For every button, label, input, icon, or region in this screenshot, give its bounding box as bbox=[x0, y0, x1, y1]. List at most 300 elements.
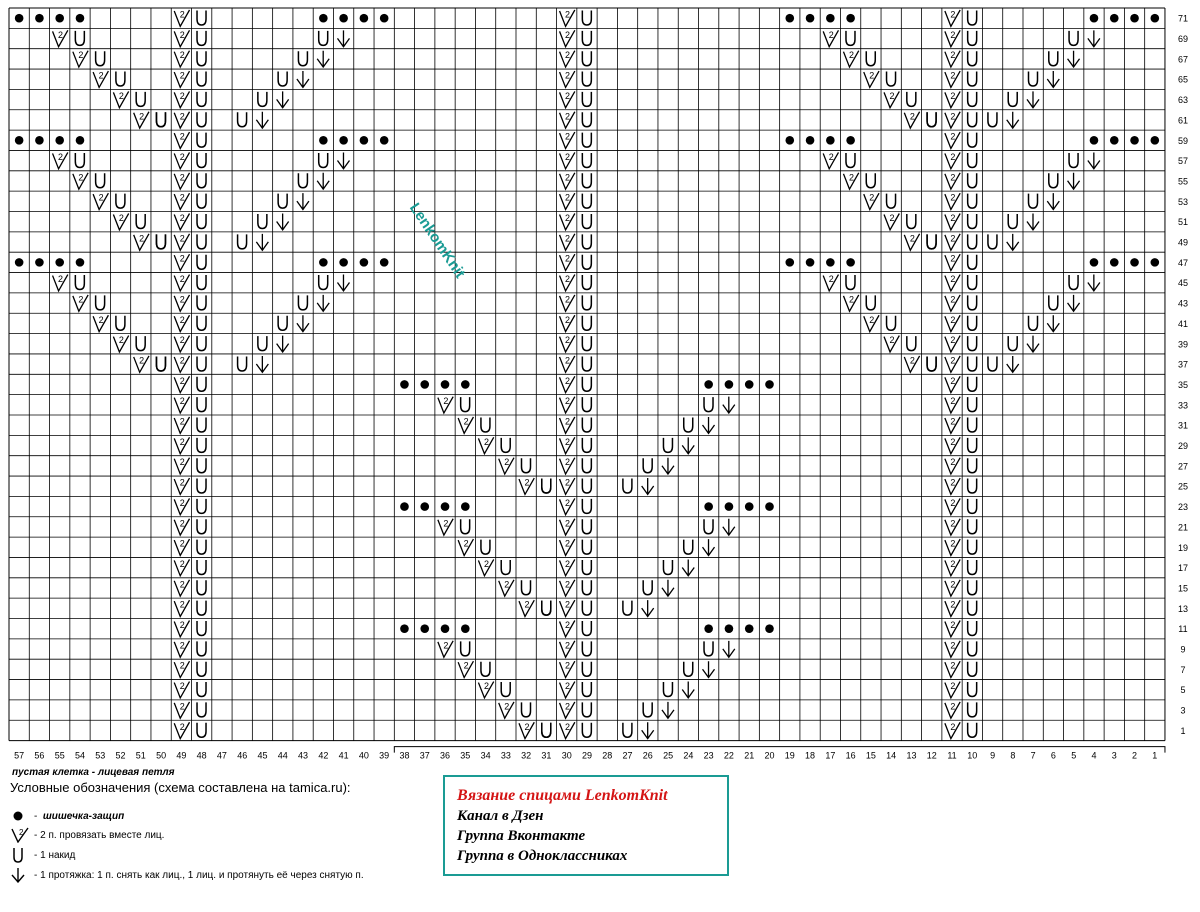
yarn-over-mark bbox=[968, 194, 977, 209]
row-label: 49 bbox=[1177, 237, 1188, 248]
svg-text:2: 2 bbox=[950, 192, 956, 203]
yarn-over-mark bbox=[298, 295, 307, 310]
k2tog-mark bbox=[560, 559, 575, 576]
svg-text:2: 2 bbox=[950, 416, 956, 427]
svg-text:2: 2 bbox=[565, 233, 571, 244]
bobble-mark bbox=[745, 380, 754, 389]
yarn-over-mark bbox=[197, 702, 206, 717]
k2tog-mark bbox=[945, 701, 960, 718]
col-label: 55 bbox=[54, 750, 65, 761]
svg-text:2: 2 bbox=[179, 253, 185, 264]
yarn-over-mark bbox=[238, 112, 247, 127]
svg-text:2: 2 bbox=[950, 457, 956, 468]
k2tog-mark bbox=[560, 315, 575, 332]
row-label: 5 bbox=[1180, 685, 1186, 696]
k2tog-mark bbox=[560, 396, 575, 413]
yarn-over-mark bbox=[197, 641, 206, 656]
svg-text:2: 2 bbox=[565, 396, 571, 407]
k2tog-mark bbox=[174, 71, 189, 88]
yarn-over-mark bbox=[197, 560, 206, 575]
k2tog-mark bbox=[843, 294, 858, 311]
yarn-over-mark bbox=[968, 234, 977, 249]
k2tog-mark bbox=[945, 417, 960, 434]
yarn-over-mark bbox=[542, 479, 551, 494]
k2tog-mark bbox=[560, 132, 575, 149]
bobble-mark bbox=[1110, 258, 1119, 267]
yarn-over-mark bbox=[197, 356, 206, 371]
k2tog-mark bbox=[560, 294, 575, 311]
ssk-mark bbox=[662, 702, 674, 718]
k2tog-mark bbox=[823, 152, 838, 169]
col-label: 35 bbox=[460, 750, 471, 761]
yarn-over-mark bbox=[988, 112, 997, 127]
svg-text:2: 2 bbox=[139, 233, 145, 244]
svg-text:2: 2 bbox=[565, 90, 571, 101]
svg-text:2: 2 bbox=[565, 497, 571, 508]
col-label: 57 bbox=[14, 750, 25, 761]
yarn-over-mark bbox=[136, 214, 145, 229]
bobble-mark bbox=[461, 380, 470, 389]
yarn-over-mark bbox=[968, 275, 977, 290]
yarn-over-mark bbox=[75, 31, 84, 45]
yarn-over-mark bbox=[582, 397, 591, 412]
yarn-over-mark bbox=[968, 479, 977, 494]
col-label: 46 bbox=[237, 750, 248, 761]
bobble-mark bbox=[1110, 14, 1119, 23]
ssk-mark bbox=[1047, 193, 1059, 209]
svg-text:2: 2 bbox=[950, 253, 956, 264]
yarn-over-mark bbox=[968, 601, 977, 616]
ssk-mark bbox=[277, 336, 289, 352]
row-label: 35 bbox=[1177, 379, 1188, 390]
bobble-mark bbox=[420, 502, 429, 511]
svg-text:2: 2 bbox=[565, 70, 571, 81]
svg-text:2: 2 bbox=[565, 151, 571, 162]
bobble-mark bbox=[76, 136, 85, 145]
svg-text:2: 2 bbox=[869, 314, 875, 325]
svg-text:2: 2 bbox=[58, 151, 64, 162]
yarn-over-mark bbox=[582, 540, 591, 555]
svg-text:2: 2 bbox=[869, 192, 875, 203]
svg-text:2: 2 bbox=[179, 396, 185, 407]
yarn-over-mark bbox=[968, 662, 977, 677]
yarn-over-mark bbox=[968, 92, 977, 107]
yarn-over-mark bbox=[197, 194, 206, 209]
svg-text:2: 2 bbox=[565, 274, 571, 285]
yarn-over-mark bbox=[522, 580, 531, 595]
svg-text:2: 2 bbox=[950, 294, 956, 305]
row-label: 67 bbox=[1177, 54, 1188, 65]
svg-text:2: 2 bbox=[179, 131, 185, 142]
svg-text:2: 2 bbox=[139, 355, 145, 366]
col-label: 7 bbox=[1030, 750, 1036, 761]
yarn-over-mark bbox=[75, 153, 84, 168]
k2tog-mark bbox=[904, 355, 919, 372]
svg-text:2: 2 bbox=[950, 436, 956, 447]
yarn-over-mark bbox=[238, 356, 247, 371]
row-label: 15 bbox=[1177, 583, 1188, 594]
svg-text:2: 2 bbox=[179, 375, 185, 386]
k2tog-mark bbox=[884, 91, 899, 108]
k2tog-mark bbox=[174, 335, 189, 352]
bobble-mark bbox=[1110, 136, 1119, 145]
ssk-mark bbox=[662, 580, 674, 596]
k2tog-mark bbox=[945, 294, 960, 311]
yarn-over-mark bbox=[663, 438, 672, 453]
svg-text:2: 2 bbox=[179, 213, 185, 223]
k2tog-mark bbox=[945, 71, 960, 88]
yarn-over-mark bbox=[501, 560, 510, 575]
svg-text:2: 2 bbox=[565, 50, 571, 61]
col-label: 48 bbox=[196, 750, 207, 761]
col-label: 53 bbox=[95, 750, 106, 761]
k2tog-mark bbox=[945, 111, 960, 128]
svg-text:2: 2 bbox=[443, 396, 449, 407]
yarn-over-mark bbox=[968, 540, 977, 555]
ssk-mark bbox=[703, 539, 715, 555]
svg-text:2: 2 bbox=[524, 721, 530, 732]
info-ok[interactable]: Группа в Одноклассниках bbox=[457, 848, 628, 864]
bobble-mark bbox=[319, 258, 328, 267]
svg-text:2: 2 bbox=[950, 477, 956, 488]
ssk-mark bbox=[642, 478, 654, 494]
ssk-mark bbox=[1088, 152, 1100, 168]
ssk-mark bbox=[297, 315, 309, 331]
yarn-over-mark bbox=[197, 601, 206, 616]
yarn-over-mark bbox=[278, 72, 287, 87]
svg-text:2: 2 bbox=[179, 518, 185, 529]
bobble-mark bbox=[15, 258, 24, 267]
yarn-over-mark bbox=[116, 194, 125, 209]
bobble-mark bbox=[806, 136, 815, 145]
svg-text:2: 2 bbox=[179, 9, 185, 20]
bobble-mark bbox=[785, 14, 794, 23]
yarn-over-mark bbox=[968, 458, 977, 473]
yarn-over-mark bbox=[156, 234, 165, 249]
yarn-over-mark bbox=[643, 458, 652, 473]
svg-text:2: 2 bbox=[565, 538, 571, 549]
k2tog-mark bbox=[560, 498, 575, 515]
bobble-mark bbox=[745, 624, 754, 633]
yarn-over-mark bbox=[968, 214, 977, 229]
yarn-over-mark bbox=[582, 133, 591, 148]
yarn-over-mark bbox=[197, 397, 206, 412]
bobble-mark bbox=[1151, 14, 1160, 23]
k2tog-mark bbox=[174, 132, 189, 149]
bobble-mark bbox=[846, 14, 855, 23]
bobble-mark bbox=[725, 624, 734, 633]
yarn-over-mark bbox=[866, 51, 875, 65]
k2tog-mark bbox=[945, 498, 960, 515]
k2tog-mark bbox=[560, 91, 575, 108]
bobble-mark bbox=[1130, 14, 1139, 23]
svg-text:2: 2 bbox=[565, 416, 571, 427]
yarn-over-mark bbox=[197, 133, 206, 148]
yarn-over-mark bbox=[968, 621, 977, 636]
yarn-over-mark bbox=[197, 153, 206, 168]
svg-text:2: 2 bbox=[179, 436, 185, 447]
yarn-over-mark bbox=[278, 194, 287, 209]
yarn-over-mark bbox=[481, 418, 490, 433]
k2tog-mark bbox=[945, 132, 960, 149]
bobble-mark bbox=[846, 258, 855, 267]
yarn-over-mark bbox=[582, 92, 591, 107]
svg-text:2: 2 bbox=[565, 701, 571, 712]
bobble-mark bbox=[704, 380, 713, 389]
bobble-mark bbox=[765, 502, 774, 511]
yarn-over-mark bbox=[197, 682, 206, 697]
k2tog-mark bbox=[174, 254, 189, 271]
svg-text:2: 2 bbox=[179, 233, 185, 244]
yarn-over-mark bbox=[197, 499, 206, 514]
bobble-mark bbox=[380, 14, 389, 23]
ssk-mark bbox=[256, 234, 268, 250]
yarn-over-mark bbox=[319, 31, 328, 45]
col-label: 2 bbox=[1132, 750, 1138, 761]
svg-text:2: 2 bbox=[504, 457, 510, 468]
k2tog-mark bbox=[174, 661, 189, 678]
ssk-mark bbox=[723, 641, 735, 657]
k2tog-mark bbox=[174, 111, 189, 128]
svg-text:2: 2 bbox=[179, 172, 185, 183]
svg-text:2: 2 bbox=[889, 335, 895, 346]
k2tog-mark bbox=[945, 213, 960, 230]
row-label: 9 bbox=[1180, 644, 1186, 655]
k2tog-mark bbox=[560, 417, 575, 434]
k2tog-mark bbox=[519, 478, 534, 495]
k2tog-mark bbox=[53, 30, 68, 47]
svg-text:2: 2 bbox=[950, 640, 956, 651]
svg-text:2: 2 bbox=[565, 660, 571, 671]
col-label: 11 bbox=[947, 750, 957, 761]
yarn-over-mark bbox=[907, 336, 916, 351]
bobble-mark bbox=[1130, 136, 1139, 145]
k2tog-mark bbox=[53, 152, 68, 169]
k2tog-mark bbox=[174, 10, 189, 27]
svg-text:2: 2 bbox=[950, 50, 956, 61]
k2tog-mark bbox=[945, 681, 960, 698]
k2tog-mark bbox=[945, 172, 960, 189]
yarn-over-mark bbox=[278, 316, 287, 331]
svg-text:2: 2 bbox=[504, 701, 510, 712]
yarn-over-mark bbox=[968, 133, 977, 148]
yarn-over-mark bbox=[96, 173, 105, 188]
yarn-over-mark bbox=[968, 723, 977, 738]
col-label: 51 bbox=[135, 750, 146, 761]
k2tog-mark bbox=[458, 417, 473, 434]
yarn-over-mark bbox=[582, 153, 591, 168]
yarn-over-mark bbox=[461, 519, 470, 534]
ssk-mark bbox=[317, 295, 329, 311]
yarn-over-mark bbox=[623, 723, 632, 738]
bobble-mark bbox=[15, 14, 24, 23]
ssk-mark bbox=[682, 559, 694, 575]
svg-text:2: 2 bbox=[565, 620, 571, 630]
yarn-over-mark bbox=[1008, 92, 1017, 107]
svg-text:2: 2 bbox=[565, 681, 571, 692]
k2tog-mark bbox=[113, 91, 128, 108]
row-label: 19 bbox=[1177, 542, 1188, 553]
col-label: 38 bbox=[399, 750, 410, 761]
col-label: 23 bbox=[703, 750, 714, 761]
svg-text:2: 2 bbox=[179, 70, 185, 81]
k2tog-mark bbox=[884, 335, 899, 352]
col-label: 26 bbox=[642, 750, 653, 761]
k2tog-mark bbox=[560, 701, 575, 718]
yarn-over-mark bbox=[197, 214, 206, 229]
k2tog-mark bbox=[174, 722, 189, 739]
bobble-mark bbox=[15, 136, 24, 145]
yarn-over-mark bbox=[582, 31, 591, 45]
ssk-mark bbox=[1047, 71, 1059, 87]
svg-text:2: 2 bbox=[950, 90, 956, 101]
yarn-over-mark bbox=[684, 418, 693, 433]
yarn-over-mark bbox=[582, 641, 591, 656]
info-title[interactable]: Вязание спицами LenkomKnit bbox=[457, 787, 668, 804]
k2tog-mark bbox=[174, 355, 189, 372]
yarn-over-mark bbox=[866, 173, 875, 188]
k2tog-mark bbox=[904, 233, 919, 250]
col-label: 54 bbox=[74, 750, 85, 761]
k2tog-mark bbox=[945, 152, 960, 169]
k2tog-mark bbox=[945, 640, 960, 657]
bobble-mark bbox=[1151, 136, 1160, 145]
k2tog-mark bbox=[945, 274, 960, 291]
yarn-over-mark bbox=[582, 458, 591, 473]
ssk-mark bbox=[642, 600, 654, 616]
bobble-mark bbox=[785, 136, 794, 145]
svg-text:2: 2 bbox=[565, 355, 571, 366]
row-label: 25 bbox=[1177, 481, 1188, 492]
yarn-over-mark bbox=[156, 112, 165, 127]
k2tog-mark bbox=[945, 518, 960, 535]
bobble-mark bbox=[76, 14, 85, 23]
row-label: 39 bbox=[1177, 339, 1188, 350]
col-label: 8 bbox=[1010, 750, 1016, 761]
k2tog-mark bbox=[499, 579, 514, 596]
bobble-mark bbox=[55, 14, 64, 23]
k2tog-mark bbox=[560, 355, 575, 372]
k2tog-mark bbox=[560, 620, 575, 637]
svg-text:2: 2 bbox=[179, 274, 185, 285]
yarn-over-mark bbox=[197, 336, 206, 351]
bobble-mark bbox=[1090, 258, 1099, 267]
col-label: 52 bbox=[115, 750, 126, 761]
k2tog-mark bbox=[560, 437, 575, 454]
svg-text:2: 2 bbox=[565, 518, 571, 529]
svg-text:2: 2 bbox=[950, 233, 956, 244]
yarn-over-mark bbox=[623, 479, 632, 494]
svg-text:2: 2 bbox=[565, 294, 571, 305]
yarn-over-mark bbox=[197, 234, 206, 249]
k2tog-mark bbox=[73, 294, 88, 311]
yarn-over-mark bbox=[582, 519, 591, 534]
ssk-mark bbox=[256, 356, 268, 372]
svg-text:2: 2 bbox=[909, 233, 915, 244]
svg-text:2: 2 bbox=[950, 70, 956, 81]
yarn-over-mark bbox=[582, 621, 591, 636]
k2tog-mark bbox=[560, 518, 575, 535]
k2tog-mark bbox=[864, 71, 879, 88]
bobble-mark bbox=[360, 136, 369, 145]
row-label: 55 bbox=[1177, 176, 1188, 187]
svg-text:2: 2 bbox=[828, 274, 834, 285]
yarn-over-mark bbox=[968, 112, 977, 127]
k2tog-mark bbox=[945, 661, 960, 678]
yarn-over-mark bbox=[643, 702, 652, 717]
col-label: 5 bbox=[1071, 750, 1077, 761]
k2tog-mark bbox=[519, 722, 534, 739]
k2tog-mark bbox=[560, 213, 575, 230]
yarn-over-mark bbox=[988, 356, 997, 371]
svg-text:2: 2 bbox=[950, 660, 956, 671]
svg-text:2: 2 bbox=[179, 355, 185, 366]
col-label: 49 bbox=[176, 750, 187, 761]
k2tog-mark bbox=[174, 376, 189, 393]
yarn-over-mark bbox=[582, 560, 591, 575]
col-label: 28 bbox=[602, 750, 613, 761]
svg-text:2: 2 bbox=[463, 660, 469, 671]
row-label: 47 bbox=[1177, 257, 1188, 268]
k2tog-mark bbox=[560, 640, 575, 657]
svg-text:2: 2 bbox=[950, 721, 956, 732]
svg-text:2: 2 bbox=[179, 477, 185, 488]
info-vk[interactable]: Группа Вконтакте bbox=[457, 828, 586, 844]
k2tog-mark bbox=[945, 437, 960, 454]
ssk-mark bbox=[256, 112, 268, 128]
k2tog-mark bbox=[560, 722, 575, 739]
col-label: 34 bbox=[480, 750, 491, 761]
svg-text:2: 2 bbox=[950, 396, 956, 407]
k2tog-mark bbox=[174, 315, 189, 332]
k2tog-mark bbox=[174, 701, 189, 718]
ssk-mark bbox=[642, 722, 654, 738]
k2tog-mark bbox=[864, 315, 879, 332]
yarn-over-mark bbox=[461, 641, 470, 656]
row-label: 51 bbox=[1177, 217, 1188, 228]
k2tog-mark bbox=[174, 457, 189, 474]
bobble-icon bbox=[10, 808, 30, 824]
k2tog-mark bbox=[945, 254, 960, 271]
svg-text:2: 2 bbox=[78, 172, 84, 183]
svg-text:2: 2 bbox=[19, 828, 24, 837]
legend-ssk-text: 1 протяжка: 1 п. снять как лиц., 1 лиц. и протянуть её через снятую п. bbox=[40, 869, 364, 881]
svg-text:2: 2 bbox=[889, 90, 895, 101]
k2tog-mark bbox=[560, 539, 575, 556]
yarn-over-mark bbox=[197, 316, 206, 331]
yarn-over-mark bbox=[968, 397, 977, 412]
info-dzen[interactable]: Канал в Дзен bbox=[457, 808, 544, 824]
col-label: 9 bbox=[990, 750, 996, 761]
svg-text:2: 2 bbox=[483, 436, 489, 447]
svg-text:2: 2 bbox=[848, 50, 854, 61]
k2tog-mark bbox=[174, 294, 189, 311]
bobble-mark bbox=[765, 624, 774, 633]
bobble-mark bbox=[400, 380, 409, 389]
k2tog-mark bbox=[174, 233, 189, 250]
svg-text:2: 2 bbox=[950, 335, 956, 346]
k2tog-mark bbox=[560, 111, 575, 128]
k2tog-mark bbox=[560, 193, 575, 210]
yarn-over-mark bbox=[197, 438, 206, 453]
col-label: 41 bbox=[338, 750, 349, 761]
svg-text:2: 2 bbox=[565, 213, 571, 223]
row-label: 17 bbox=[1177, 563, 1188, 574]
k2tog-mark bbox=[174, 600, 189, 617]
col-label: 16 bbox=[845, 750, 856, 761]
row-label: 59 bbox=[1177, 135, 1188, 146]
yarn-over-mark bbox=[582, 479, 591, 494]
